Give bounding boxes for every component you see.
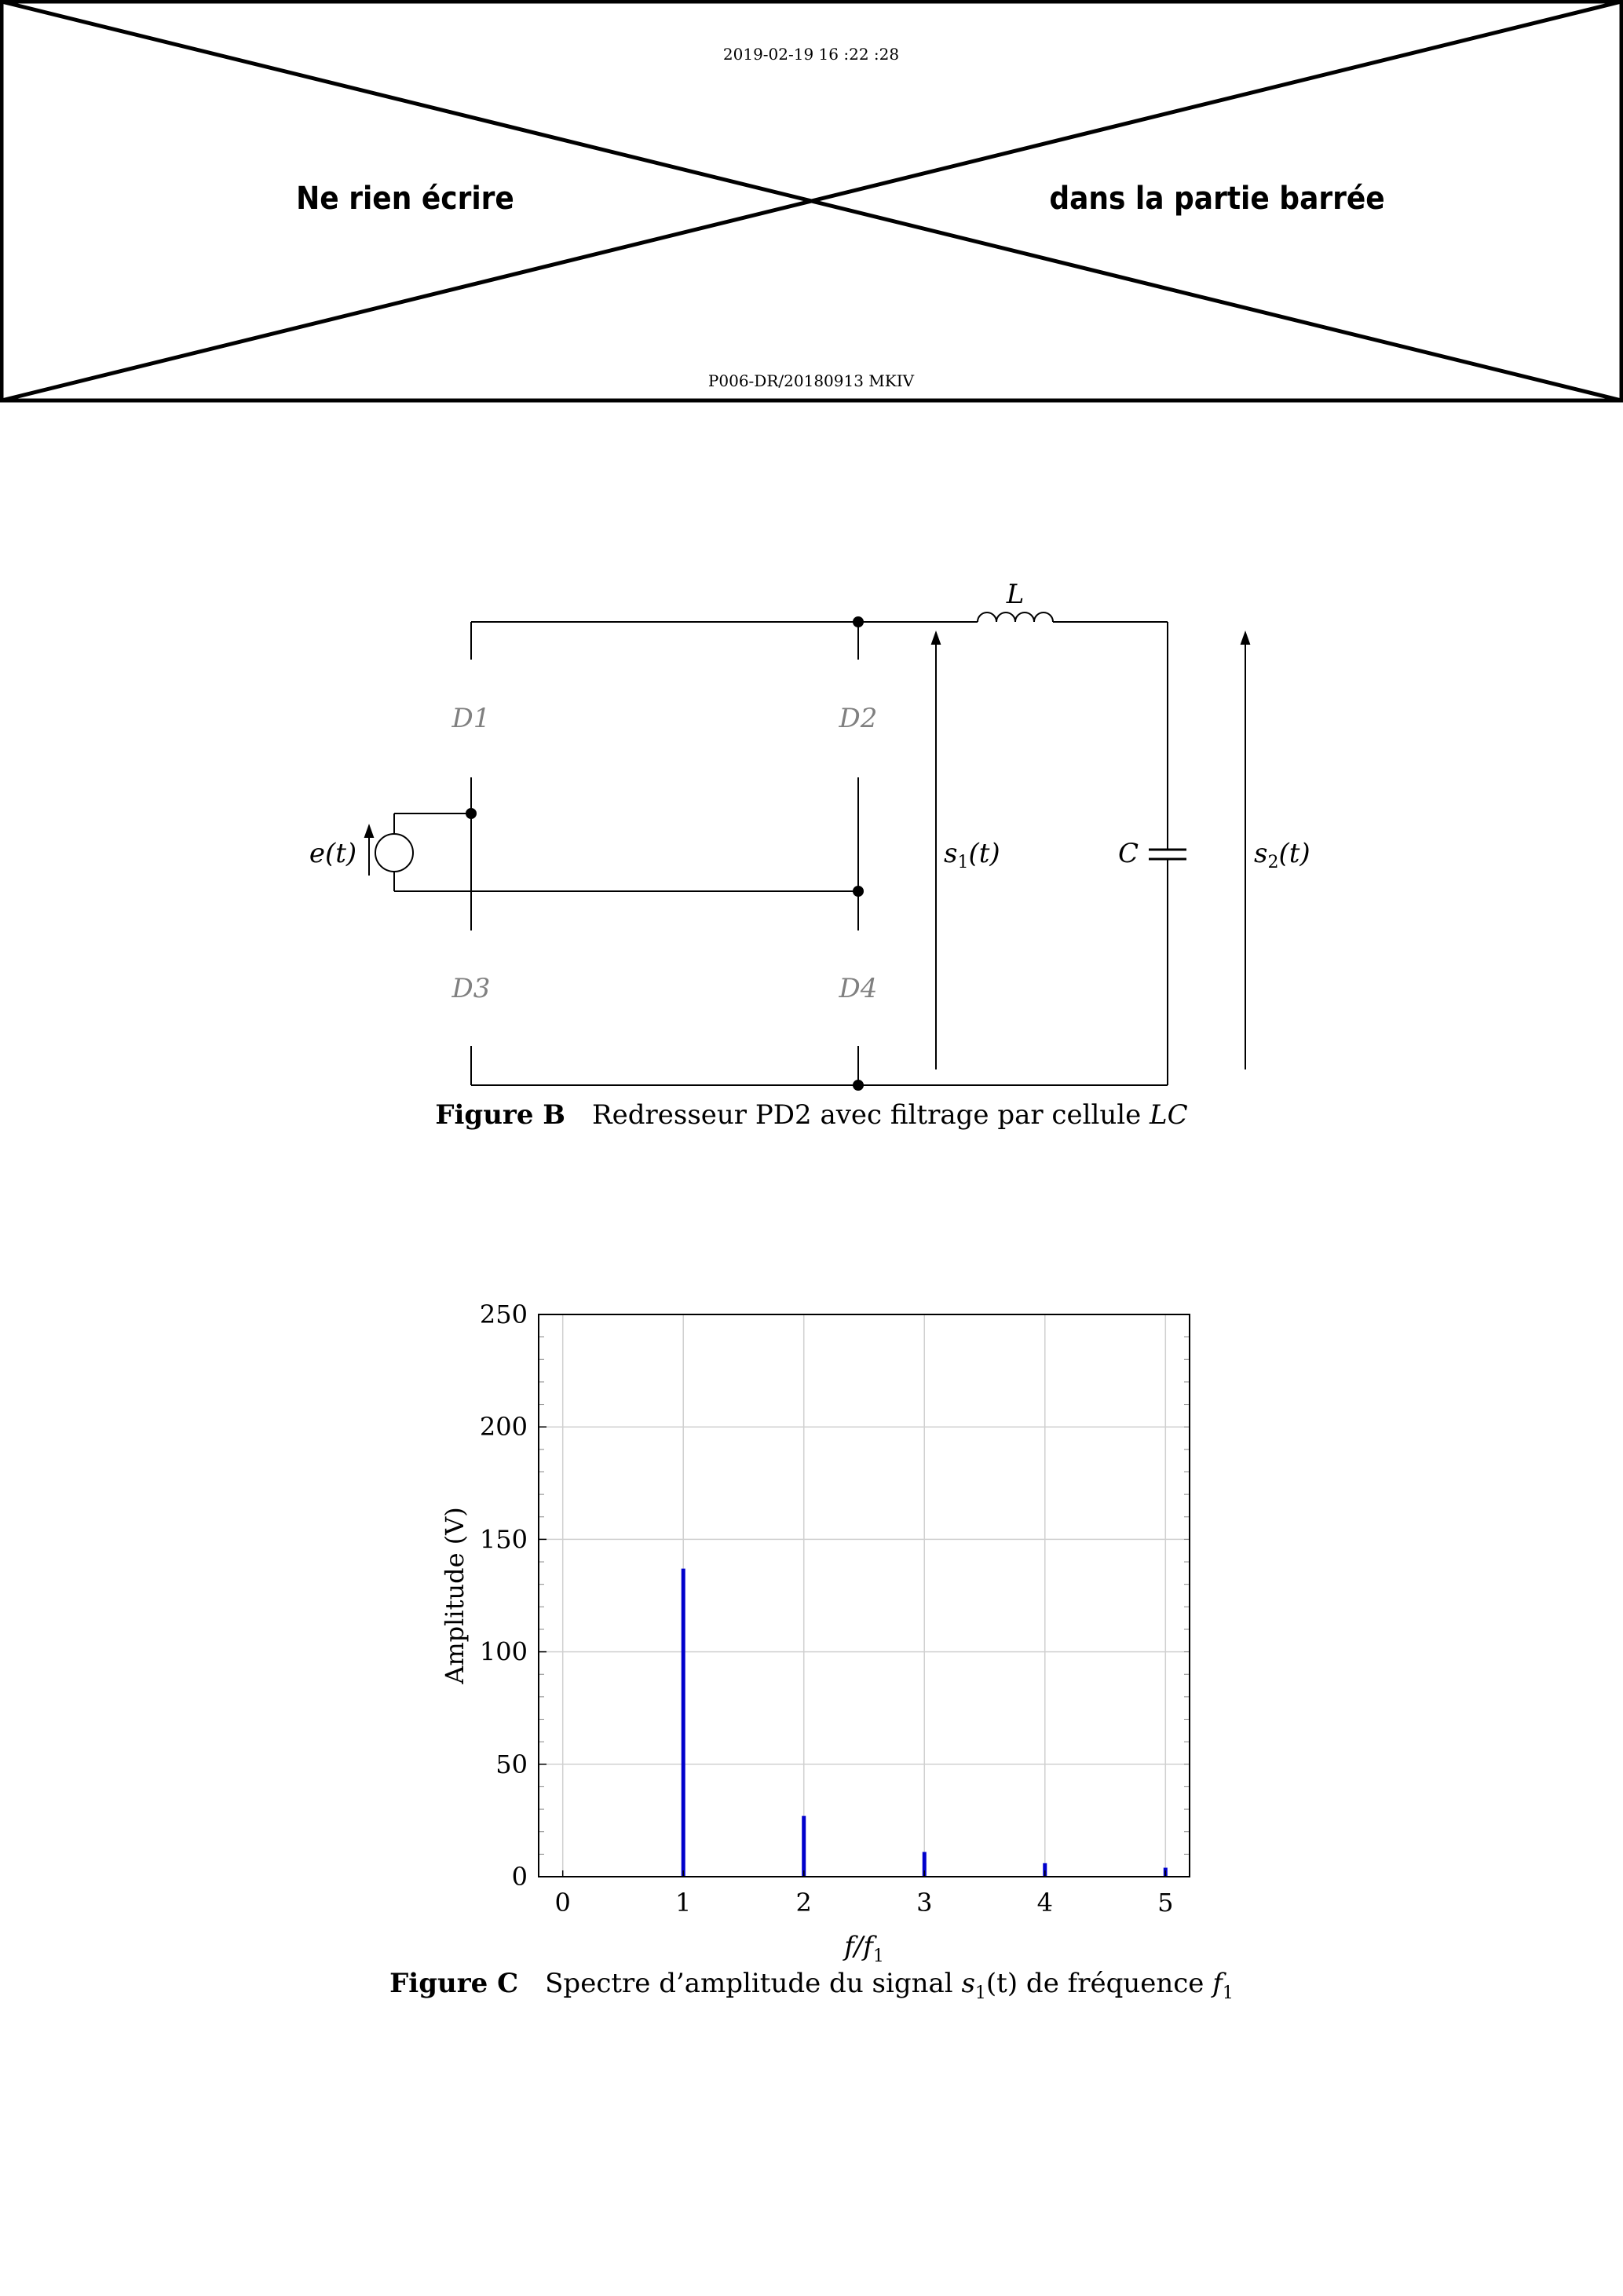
figure-c-caption-signal-sub: 1	[974, 1983, 986, 2003]
x-tick-label: 1	[675, 1888, 692, 1918]
figure-c-caption-freq-sub: 1	[1222, 1983, 1234, 2003]
source-arrowhead	[365, 826, 373, 837]
x-axis-label	[842, 1931, 884, 1966]
diode-d4-label: D4	[839, 973, 878, 1004]
node-dot	[854, 617, 863, 627]
header-left-text: Ne rien écrire	[296, 181, 514, 217]
x-tick-label: 3	[916, 1888, 933, 1918]
amplitude-spectrum-chart	[0, 1288, 1623, 1966]
header-banner	[0, 0, 1623, 408]
x-axis-label-sub: 1	[872, 1947, 884, 1966]
x-tick-label: 2	[795, 1888, 812, 1918]
header-reference: P006-DR/20180913 MKIV	[707, 371, 915, 390]
y-tick-label: 200	[479, 1412, 528, 1442]
figure-c-label: Figure C	[389, 1968, 519, 1999]
s1-label: $s_1(t)$	[944, 838, 1000, 872]
node-dot	[854, 1080, 863, 1090]
header-right-text: dans la partie barrée	[1049, 181, 1385, 217]
figure-b-label: Figure B	[435, 1099, 566, 1131]
s1-arrowhead	[932, 633, 940, 644]
y-tick-label: 50	[495, 1749, 528, 1779]
figure-b-caption	[0, 1099, 1623, 1131]
inductor-label: L	[1006, 579, 1025, 610]
x-tick-label: 0	[554, 1888, 571, 1918]
figure-c-caption-signal: s	[961, 1968, 975, 1999]
capacitor-label: C	[1117, 838, 1139, 869]
diode-d3-label: D3	[451, 973, 491, 1004]
figure-c-caption-signal-arg: (t)	[985, 1968, 1018, 1999]
figure-b-caption-var: LC	[1150, 1099, 1188, 1131]
s2-label: $s_2(t)$	[1254, 838, 1310, 872]
s2-arrowhead	[1241, 633, 1249, 644]
diode-d1-label: D1	[451, 703, 491, 734]
plot-frame	[539, 1314, 1190, 1877]
x-axis-label-main: f/f	[844, 1931, 873, 1962]
y-axis-label: Amplitude (V)	[440, 1507, 470, 1684]
inductor-coil	[978, 612, 1053, 622]
y-tick-label: 0	[511, 1862, 528, 1892]
figure-c-caption-text: Spectre d’amplitude du signal	[545, 1968, 962, 1999]
figure-c-caption	[0, 1968, 1623, 2003]
x-tick-label: 5	[1157, 1888, 1174, 1918]
figure-b-caption-text: Redresseur PD2 avec filtrage par cellule	[592, 1099, 1150, 1131]
figure-c-caption-freq: f	[1212, 1968, 1223, 1999]
circuit-diagram	[0, 565, 1623, 1115]
voltage-source	[375, 834, 413, 872]
x-tick-label: 4	[1036, 1888, 1053, 1918]
source-label: e(t)	[309, 838, 357, 869]
header-timestamp: 2019-02-19 16 :22 :28	[722, 45, 900, 64]
y-tick-label: 250	[479, 1300, 528, 1329]
node-dot	[854, 887, 863, 896]
diode-d2-label: D2	[839, 703, 878, 734]
y-tick-label: 100	[479, 1636, 528, 1667]
node-dot	[466, 809, 476, 818]
figure-c-caption-mid: de fréquence	[1018, 1968, 1213, 1999]
y-tick-label: 150	[479, 1524, 528, 1555]
